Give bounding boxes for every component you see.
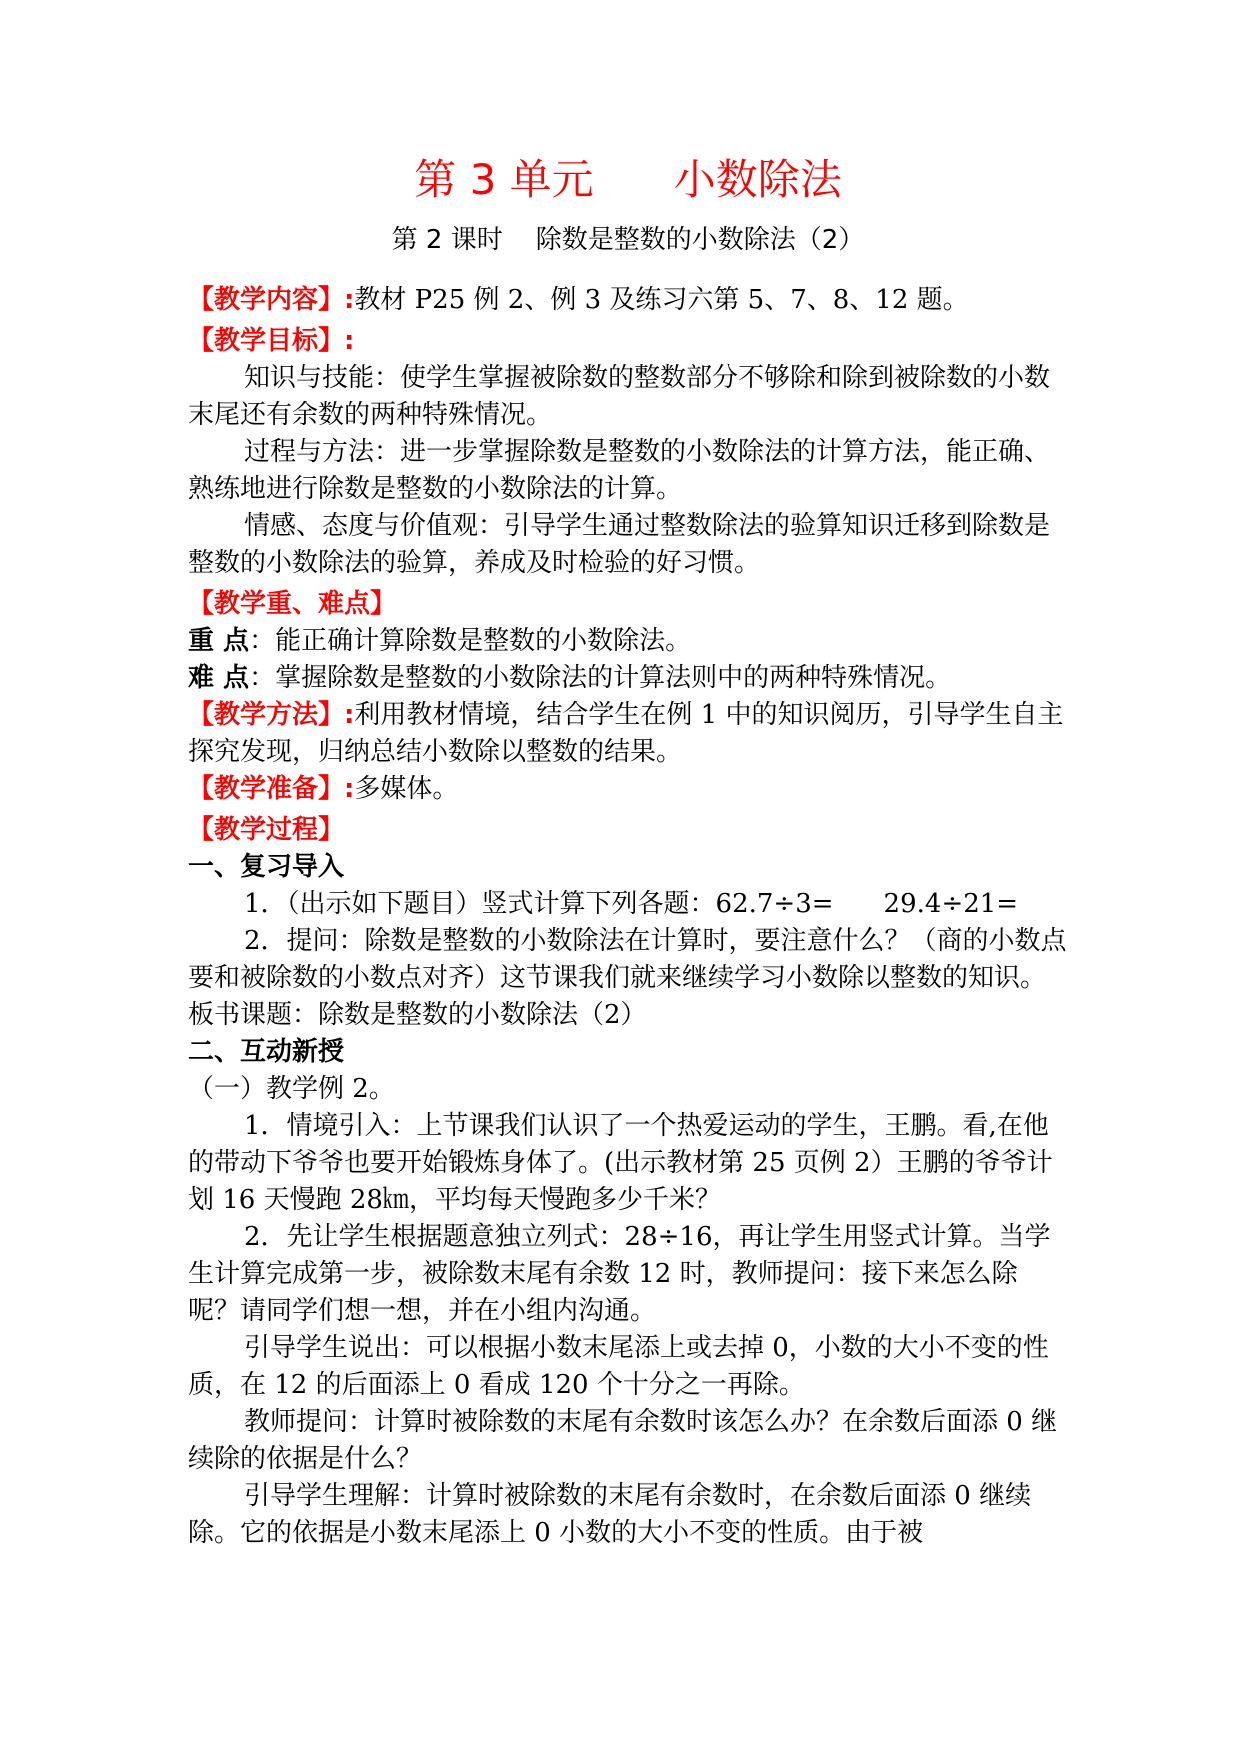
- difficult-point-text: ：掌握除数是整数的小数除法的计算法则中的两种特殊情况。: [249, 663, 952, 693]
- key-points-heading: [188, 586, 1068, 623]
- goal-paragraph: 知识与技能：使学生掌握被除数的整数部分不够除和除到被除数的小数末尾还有余数的两种特殊情况。: [188, 363, 1051, 430]
- teaching-content-text: 教材 P25 例 2、例 3 及练习六第 5、7、8、12 题。: [354, 285, 969, 315]
- review-item-1: [188, 886, 1068, 923]
- teaching-prep-text: 多媒体。: [354, 774, 459, 804]
- key-point-text: ：能正确计算除数是整数的小数除法。: [249, 626, 692, 656]
- process-paragraph: 引导学生说出：可以根据小数末尾添上或去掉 0，小数的大小不变的性质，在 12 的后面添上 0 看成 120 个十分之一再除。: [188, 1333, 1049, 1400]
- teaching-content-line: [188, 282, 1068, 319]
- goal-paragraph: 过程与方法：进一步掌握除数是整数的小数除法的计算方法，能正确、熟练地进行除数是整数的小数除法的计算。: [188, 437, 1051, 504]
- review-item-2: 2．提问：除数是整数的小数除法在计算时，要注意什么？（商的小数点要和被除数的小数点对齐）这节课我们就来继续学习小数除以整数的知识。板书课题：除数是整数的小数除法（2）: [188, 926, 1067, 1030]
- key-point-label: 重 点: [188, 626, 250, 656]
- page-title: 第 3 单元 小数除法: [414, 155, 842, 204]
- teaching-method-text: 利用教材情境，结合学生在例 1 中的知识阅历，引导学生自主探究发现，归纳总结小数除以整数的结果。: [188, 700, 1064, 767]
- teaching-method-label: 【教学方法】:: [188, 700, 355, 730]
- difficult-point-line: [188, 660, 1068, 697]
- process-paragraph: 2．先让学生根据题意独立列式：28÷16，再让学生用竖式计算。当学生计算完成第一步，被除数末尾有余数 12 时，教师提问：接下来怎么除呢？请同学们想一想，并在小组内沟通。: [188, 1222, 1051, 1326]
- lesson-subtitle: 第 2 课时 除数是整数的小数除法（2）: [391, 225, 865, 255]
- teaching-goals-label: 【教学目标】:: [188, 326, 355, 356]
- process-heading: [188, 812, 1068, 849]
- process-paragraph: 引导学生理解：计算时被除数的末尾有余数时，在余数后面添 0 继续除。它的依据是小数末尾添上 0 小数的大小不变的性质。由于被: [188, 1481, 1032, 1548]
- document-page: [188, 150, 1068, 1552]
- teaching-prep-line: [188, 771, 1068, 808]
- process-paragraph: 1．情境引入：上节课我们认识了一个热爱运动的学生，王鹏。看,在他的带动下爷爷也要开始锻炼身体了。(出示教材第 25 页例 2）王鹏的爷爷计划 16 天慢跑 28㎞，平均每天慢跑多少千米？: [188, 1111, 1053, 1215]
- teaching-prep-label: 【教学准备】:: [188, 774, 355, 804]
- teaching-content-label: 【教学内容】:: [188, 285, 355, 315]
- teaching-method-line: [188, 697, 1068, 771]
- key-point-line: [188, 623, 1068, 660]
- teaching-goals-heading: [188, 323, 1068, 360]
- goal-paragraph: 情感、态度与价值观：引导学生通过整数除法的验算知识迁移到除数是整数的小数除法的验算，养成及时检验的好习惯。: [188, 511, 1051, 578]
- section-title: 二、互动新授: [188, 1037, 345, 1067]
- difficult-point-label: 难 点: [188, 663, 250, 693]
- review-formula-2: 29.4÷21=: [883, 889, 1019, 919]
- process-paragraph: 教师提问：计算时被除数的末尾有余数时该怎么办？在余数后面添 0 继续除的依据是什么？: [188, 1407, 1058, 1474]
- subsection-title: （一）教学例 2。: [188, 1074, 395, 1104]
- process-label: 【教学过程】: [188, 815, 345, 845]
- section-title: 一、复习导入: [188, 852, 345, 882]
- review-formula-1: 1．（出示如下题目）竖式计算下列各题：62.7÷3=: [244, 889, 834, 919]
- key-points-label: 【教学重、难点】: [188, 589, 397, 619]
